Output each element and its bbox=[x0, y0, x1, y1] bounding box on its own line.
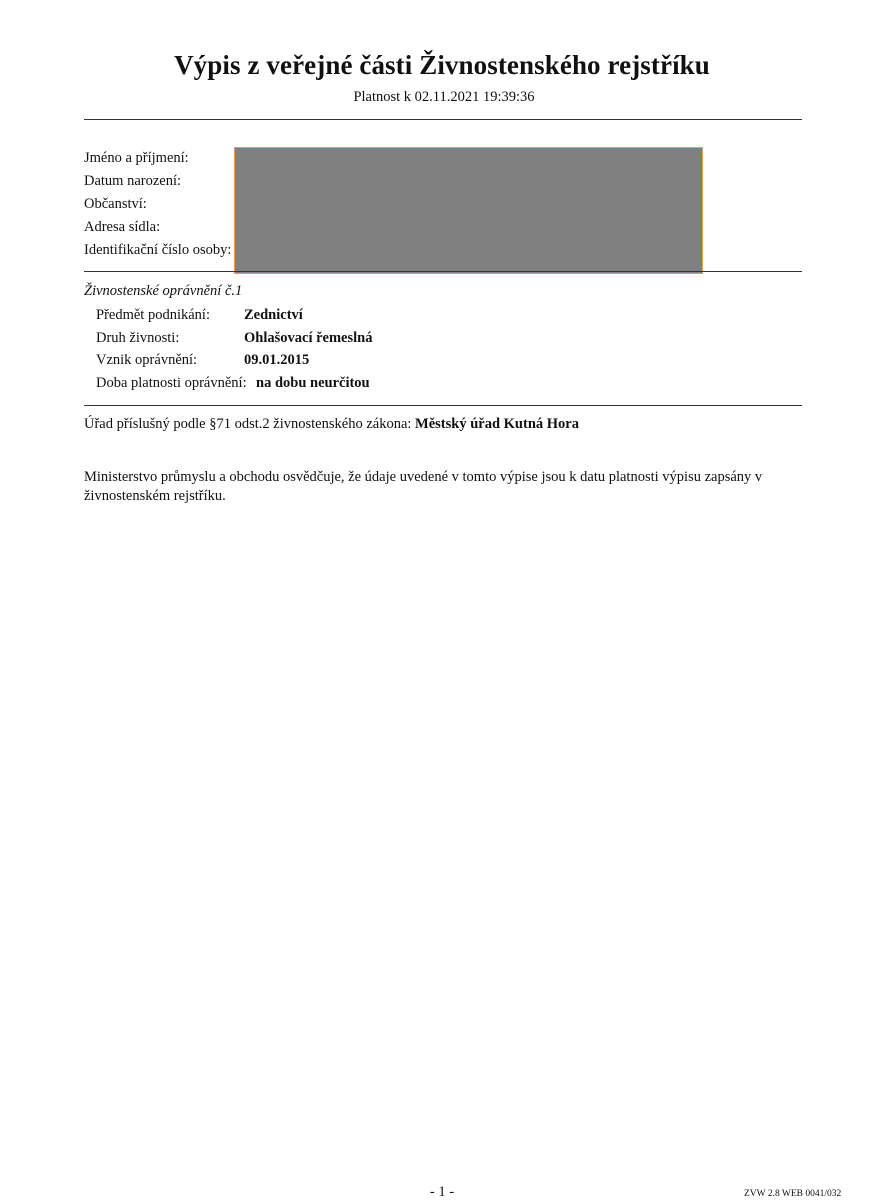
name-label: Jméno a příjmení: bbox=[84, 150, 189, 166]
page-number: - 1 - bbox=[429, 1184, 455, 1200]
competent-office-line bbox=[84, 416, 579, 433]
subject-label: Předmět podnikání: bbox=[96, 307, 210, 323]
validity-timestamp: Platnost k 02.11.2021 19:39:36 bbox=[353, 89, 535, 105]
attestation-text: Ministerstvo průmyslu a obchodu osvědčuje, že údaje uvedené v tomto výpise jsou k datu platnosti výpisu zapsány v živnostenském rejstříku. bbox=[84, 469, 763, 504]
address-label: Adresa sídla: bbox=[84, 219, 161, 235]
divider bbox=[84, 119, 802, 120]
competent-office-value: Městský úřad Kutná Hora bbox=[415, 416, 579, 432]
redaction-box bbox=[234, 147, 703, 274]
trade-license-section-title: Živnostenské oprávnění č.1 bbox=[84, 283, 243, 299]
trade-type-value: Ohlašovací řemeslná bbox=[244, 330, 373, 346]
trade-type-label: Druh živnosti: bbox=[96, 330, 180, 346]
competent-office-label: Úřad příslušný podle §71 odst.2 živnostenského zákona: bbox=[84, 416, 412, 432]
subject-value: Zednictví bbox=[244, 307, 303, 323]
duration-label: Doba platnosti oprávnění: bbox=[96, 375, 247, 391]
citizenship-label: Občanství: bbox=[84, 196, 147, 212]
footer-code: ZVW 2.8 WEB 0041/032 bbox=[744, 1189, 842, 1199]
birth-date-label: Datum narození: bbox=[84, 173, 182, 189]
document-title: Výpis z veřejné části Živnostenského rejstříku bbox=[174, 50, 710, 80]
divider bbox=[84, 271, 802, 272]
duration-value: na dobu neurčitou bbox=[256, 375, 370, 391]
origin-date-label: Vznik oprávnění: bbox=[96, 352, 198, 368]
origin-date-value: 09.01.2015 bbox=[244, 352, 310, 368]
id-number-label: Identifikační číslo osoby: bbox=[84, 242, 232, 258]
divider bbox=[84, 405, 802, 406]
